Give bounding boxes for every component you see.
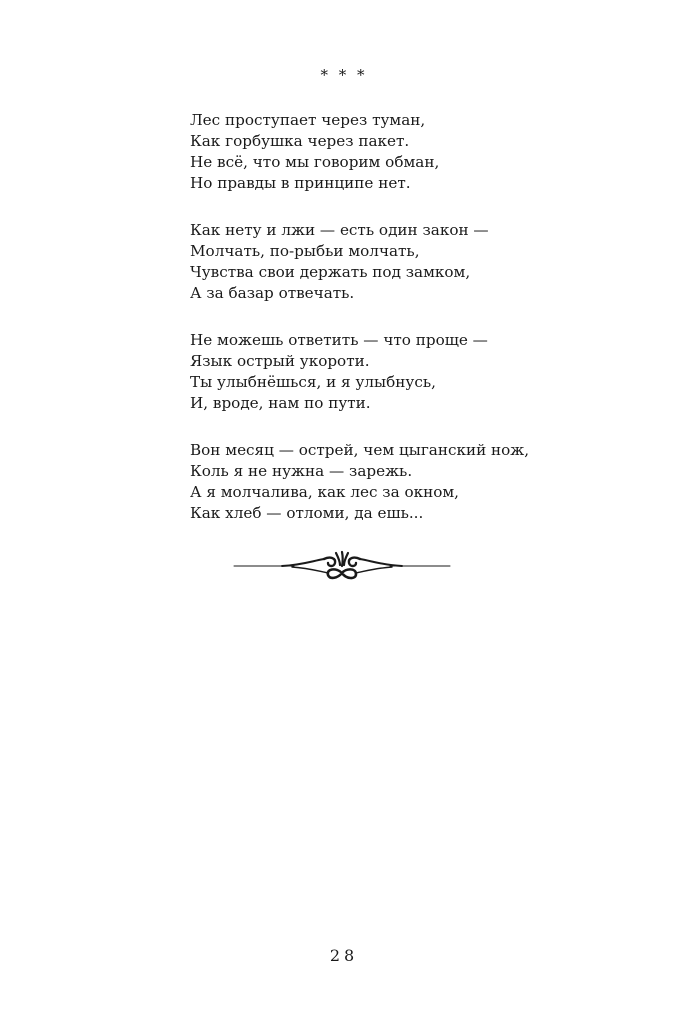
poem-line: Но правды в принципе нет.: [190, 174, 411, 192]
flourish-divider-icon: [232, 549, 452, 583]
stanza: [190, 440, 610, 524]
poem-line: Язык острый укороти.: [190, 352, 370, 370]
poem-line: Ты улыбнёшься, и я улыбнусь,: [190, 373, 436, 391]
page-number: 28: [329, 946, 359, 965]
poem-line: Как нету и лжи — есть один закон —: [190, 221, 489, 239]
poem-line: Лес проступает через туман,: [190, 111, 426, 129]
section-separator: * * *: [320, 66, 368, 84]
poem-line: Не всё, что мы говорим обман,: [190, 153, 440, 171]
poem-line: А я молчалива, как лес за окном,: [190, 483, 460, 501]
poem: [190, 110, 610, 550]
stanza: [190, 220, 610, 304]
poem-line: Вон месяц — острей, чем цыганский нож,: [190, 441, 530, 459]
poem-line: Как горбушка через пакет.: [190, 132, 410, 150]
poem-line: Как хлеб — отломи, да ешь...: [190, 504, 424, 522]
stanza: [190, 110, 610, 194]
poem-line: Не можешь ответить — что проще —: [190, 331, 488, 349]
poem-line: Чувства свои держать под замком,: [190, 263, 471, 281]
poem-line: А за базар отвечать.: [190, 284, 355, 302]
stanza: [190, 330, 610, 414]
poem-line: Молчать, по-рыбьи молчать,: [190, 242, 420, 260]
poem-line: И, вроде, нам по пути.: [190, 394, 371, 412]
poem-line: Коль я не нужна — зарежь.: [190, 462, 413, 480]
